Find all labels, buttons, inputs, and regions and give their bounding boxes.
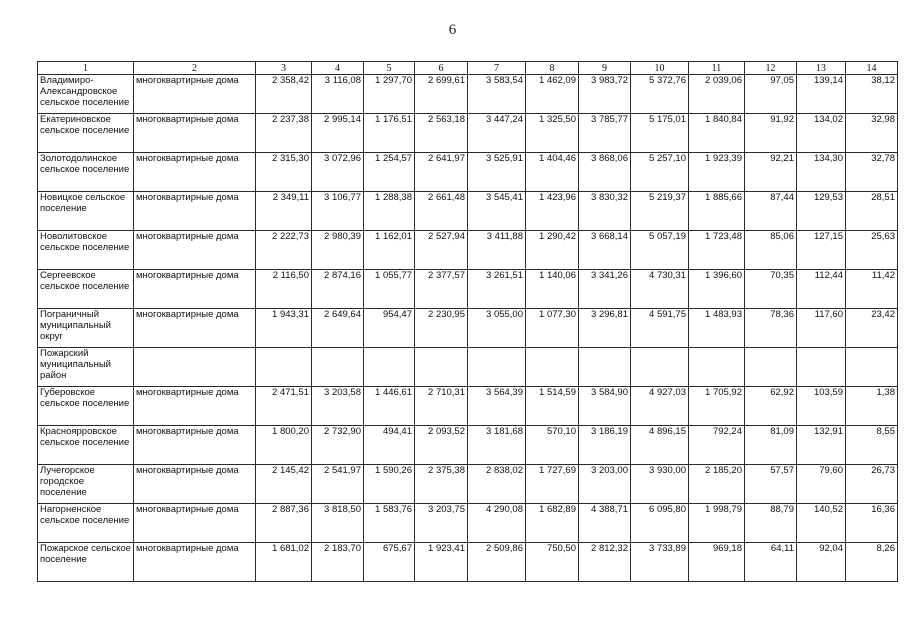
value-cell: 3 818,50 <box>312 504 364 543</box>
value-cell: 4 388,71 <box>579 504 631 543</box>
value-cell: 2 093,52 <box>415 426 468 465</box>
value-cell: 117,60 <box>797 309 846 348</box>
value-cell: 57,57 <box>745 465 797 504</box>
value-cell: 4 896,15 <box>631 426 689 465</box>
municipality-name: Нагорненское сельское поселение <box>38 504 134 543</box>
value-cell: 1 055,77 <box>364 270 415 309</box>
value-cell: 70,35 <box>745 270 797 309</box>
municipality-name: Золотодолинское сельское поселение <box>38 153 134 192</box>
value-cell: 78,36 <box>745 309 797 348</box>
municipality-name: Красноярровское сельское поселение <box>38 426 134 465</box>
value-cell: 1 590,26 <box>364 465 415 504</box>
value-cell: 1 800,20 <box>256 426 312 465</box>
value-cell: 2 649,64 <box>312 309 364 348</box>
value-cell: 3 411,88 <box>468 231 526 270</box>
table-row <box>38 426 898 465</box>
value-cell: 25,63 <box>846 231 898 270</box>
value-cell: 11,42 <box>846 270 898 309</box>
value-cell: 97,05 <box>745 75 797 114</box>
value-cell: 134,02 <box>797 114 846 153</box>
value-cell: 32,78 <box>846 153 898 192</box>
column-header: 7 <box>468 62 526 75</box>
value-cell: 4 927,03 <box>631 387 689 426</box>
value-cell: 2 349,11 <box>256 192 312 231</box>
housing-type: многоквартирные дома <box>134 543 256 582</box>
housing-type: многоквартирные дома <box>134 309 256 348</box>
value-cell: 1 290,42 <box>526 231 579 270</box>
value-cell: 675,67 <box>364 543 415 582</box>
value-cell: 3 545,41 <box>468 192 526 231</box>
value-cell: 4 591,75 <box>631 309 689 348</box>
housing-type: многоквартирные дома <box>134 231 256 270</box>
value-cell <box>312 348 364 387</box>
value-cell: 2 222,73 <box>256 231 312 270</box>
value-cell: 132,91 <box>797 426 846 465</box>
value-cell: 103,59 <box>797 387 846 426</box>
value-cell: 2 375,38 <box>415 465 468 504</box>
table-row <box>38 153 898 192</box>
value-cell: 1 682,89 <box>526 504 579 543</box>
column-header: 14 <box>846 62 898 75</box>
value-cell: 6 095,80 <box>631 504 689 543</box>
column-header: 11 <box>689 62 745 75</box>
table-row <box>38 348 898 387</box>
value-cell: 3 186,19 <box>579 426 631 465</box>
value-cell: 112,44 <box>797 270 846 309</box>
value-cell: 1 923,39 <box>689 153 745 192</box>
value-cell: 3 930,00 <box>631 465 689 504</box>
value-cell: 1 077,30 <box>526 309 579 348</box>
value-cell: 3 341,26 <box>579 270 631 309</box>
value-cell: 2 995,14 <box>312 114 364 153</box>
value-cell: 1,38 <box>846 387 898 426</box>
value-cell: 570,10 <box>526 426 579 465</box>
value-cell <box>846 348 898 387</box>
value-cell <box>579 348 631 387</box>
value-cell: 3 983,72 <box>579 75 631 114</box>
municipality-name: Пограничный муниципальный округ <box>38 309 134 348</box>
value-cell <box>745 348 797 387</box>
value-cell: 139,14 <box>797 75 846 114</box>
value-cell: 5 175,01 <box>631 114 689 153</box>
value-cell <box>631 348 689 387</box>
column-header: 5 <box>364 62 415 75</box>
header-row <box>38 62 898 75</box>
value-cell: 4 290,08 <box>468 504 526 543</box>
table-row <box>38 504 898 543</box>
value-cell: 1 727,69 <box>526 465 579 504</box>
value-cell: 2 116,50 <box>256 270 312 309</box>
value-cell: 3 055,00 <box>468 309 526 348</box>
value-cell: 3 181,68 <box>468 426 526 465</box>
value-cell: 2 039,06 <box>689 75 745 114</box>
value-cell: 2 315,30 <box>256 153 312 192</box>
value-cell: 1 483,93 <box>689 309 745 348</box>
value-cell: 969,18 <box>689 543 745 582</box>
value-cell: 2 563,18 <box>415 114 468 153</box>
value-cell: 3 785,77 <box>579 114 631 153</box>
value-cell: 91,92 <box>745 114 797 153</box>
column-header: 1 <box>38 62 134 75</box>
value-cell: 92,04 <box>797 543 846 582</box>
municipality-name: Владимиро-Александровское сельское поселение <box>38 75 134 114</box>
municipality-name: Новицкое сельское поселение <box>38 192 134 231</box>
value-cell: 2 377,57 <box>415 270 468 309</box>
value-cell: 3 203,75 <box>415 504 468 543</box>
value-cell: 3 261,51 <box>468 270 526 309</box>
value-cell: 88,79 <box>745 504 797 543</box>
table-row <box>38 387 898 426</box>
value-cell: 8,26 <box>846 543 898 582</box>
table-row <box>38 309 898 348</box>
value-cell: 92,21 <box>745 153 797 192</box>
housing-type: многоквартирные дома <box>134 75 256 114</box>
municipality-name: Новолитовское сельское поселение <box>38 231 134 270</box>
value-cell: 2 358,42 <box>256 75 312 114</box>
housing-type: многоквартирные дома <box>134 426 256 465</box>
housing-type <box>134 348 256 387</box>
value-cell: 1 325,50 <box>526 114 579 153</box>
page-number: 6 <box>448 22 457 38</box>
value-cell: 8,55 <box>846 426 898 465</box>
value-cell: 3 868,06 <box>579 153 631 192</box>
column-header: 3 <box>256 62 312 75</box>
value-cell: 3 583,54 <box>468 75 526 114</box>
value-cell: 140,52 <box>797 504 846 543</box>
value-cell: 1 583,76 <box>364 504 415 543</box>
value-cell: 5 257,10 <box>631 153 689 192</box>
value-cell: 2 509,86 <box>468 543 526 582</box>
value-cell <box>797 348 846 387</box>
value-cell: 26,73 <box>846 465 898 504</box>
value-cell: 81,09 <box>745 426 797 465</box>
value-cell: 2 183,70 <box>312 543 364 582</box>
value-cell: 1 162,01 <box>364 231 415 270</box>
value-cell: 2 641,97 <box>415 153 468 192</box>
table-body <box>38 75 898 582</box>
housing-type: многоквартирные дома <box>134 270 256 309</box>
table-row <box>38 543 898 582</box>
value-cell: 1 840,84 <box>689 114 745 153</box>
municipality-name: Лучегорское городское поселение <box>38 465 134 504</box>
value-cell <box>415 348 468 387</box>
value-cell: 954,47 <box>364 309 415 348</box>
value-cell: 1 998,79 <box>689 504 745 543</box>
value-cell: 1 254,57 <box>364 153 415 192</box>
value-cell: 16,36 <box>846 504 898 543</box>
column-header: 2 <box>134 62 256 75</box>
value-cell: 23,42 <box>846 309 898 348</box>
table-row <box>38 231 898 270</box>
value-cell: 1 943,31 <box>256 309 312 348</box>
tariff-table <box>37 61 898 582</box>
housing-type: многоквартирные дома <box>134 114 256 153</box>
value-cell: 2 710,31 <box>415 387 468 426</box>
value-cell: 2 838,02 <box>468 465 526 504</box>
column-header: 4 <box>312 62 364 75</box>
housing-type: многоквартирные дома <box>134 192 256 231</box>
column-header: 8 <box>526 62 579 75</box>
value-cell: 3 296,81 <box>579 309 631 348</box>
value-cell: 1 923,41 <box>415 543 468 582</box>
value-cell: 134,30 <box>797 153 846 192</box>
value-cell: 28,51 <box>846 192 898 231</box>
value-cell <box>526 348 579 387</box>
value-cell: 3 733,89 <box>631 543 689 582</box>
value-cell: 2 874,16 <box>312 270 364 309</box>
housing-type: многоквартирные дома <box>134 504 256 543</box>
value-cell: 1 297,70 <box>364 75 415 114</box>
table-row <box>38 192 898 231</box>
value-cell: 87,44 <box>745 192 797 231</box>
value-cell: 3 668,14 <box>579 231 631 270</box>
value-cell: 62,92 <box>745 387 797 426</box>
value-cell: 1 423,96 <box>526 192 579 231</box>
value-cell: 3 447,24 <box>468 114 526 153</box>
column-header: 6 <box>415 62 468 75</box>
value-cell: 1 885,66 <box>689 192 745 231</box>
value-cell: 129,53 <box>797 192 846 231</box>
value-cell: 1 462,09 <box>526 75 579 114</box>
value-cell: 5 372,76 <box>631 75 689 114</box>
value-cell: 4 730,31 <box>631 270 689 309</box>
value-cell: 5 219,37 <box>631 192 689 231</box>
value-cell: 1 681,02 <box>256 543 312 582</box>
value-cell: 1 404,46 <box>526 153 579 192</box>
table-row <box>38 114 898 153</box>
value-cell: 2 732,90 <box>312 426 364 465</box>
table-row <box>38 75 898 114</box>
value-cell: 1 140,06 <box>526 270 579 309</box>
housing-type: многоквартирные дома <box>134 387 256 426</box>
municipality-name: Екатериновское сельское поселение <box>38 114 134 153</box>
column-header: 9 <box>579 62 631 75</box>
value-cell <box>364 348 415 387</box>
value-cell: 1 396,60 <box>689 270 745 309</box>
value-cell: 750,50 <box>526 543 579 582</box>
value-cell: 3 564,39 <box>468 387 526 426</box>
value-cell: 2 527,94 <box>415 231 468 270</box>
column-header: 10 <box>631 62 689 75</box>
value-cell: 792,24 <box>689 426 745 465</box>
value-cell: 32,98 <box>846 114 898 153</box>
municipality-name: Пожарский муниципальный район <box>38 348 134 387</box>
value-cell: 1 705,92 <box>689 387 745 426</box>
value-cell: 1 176,51 <box>364 114 415 153</box>
value-cell: 85,06 <box>745 231 797 270</box>
table-row <box>38 270 898 309</box>
column-header: 12 <box>745 62 797 75</box>
value-cell: 1 723,48 <box>689 231 745 270</box>
value-cell <box>689 348 745 387</box>
value-cell: 5 057,19 <box>631 231 689 270</box>
value-cell: 2 237,38 <box>256 114 312 153</box>
column-header: 13 <box>797 62 846 75</box>
value-cell: 494,41 <box>364 426 415 465</box>
value-cell <box>256 348 312 387</box>
value-cell: 2 661,48 <box>415 192 468 231</box>
table-row <box>38 465 898 504</box>
value-cell <box>468 348 526 387</box>
value-cell: 79,60 <box>797 465 846 504</box>
value-cell: 1 288,38 <box>364 192 415 231</box>
municipality-name: Сергеевское сельское поселение <box>38 270 134 309</box>
municipality-name: Губеровское сельское поселение <box>38 387 134 426</box>
value-cell: 38,12 <box>846 75 898 114</box>
value-cell: 2 887,36 <box>256 504 312 543</box>
value-cell: 3 116,08 <box>312 75 364 114</box>
housing-type: многоквартирные дома <box>134 465 256 504</box>
value-cell: 64,11 <box>745 543 797 582</box>
value-cell: 2 471,51 <box>256 387 312 426</box>
value-cell: 2 980,39 <box>312 231 364 270</box>
value-cell: 1 446,61 <box>364 387 415 426</box>
value-cell: 3 830,32 <box>579 192 631 231</box>
value-cell: 3 525,91 <box>468 153 526 192</box>
municipality-name: Пожарское сельское поселение <box>38 543 134 582</box>
value-cell: 2 145,42 <box>256 465 312 504</box>
value-cell: 2 185,20 <box>689 465 745 504</box>
value-cell: 2 230,95 <box>415 309 468 348</box>
value-cell: 3 203,00 <box>579 465 631 504</box>
value-cell: 2 541,97 <box>312 465 364 504</box>
value-cell: 3 106,77 <box>312 192 364 231</box>
value-cell: 1 514,59 <box>526 387 579 426</box>
value-cell: 3 072,96 <box>312 153 364 192</box>
housing-type: многоквартирные дома <box>134 153 256 192</box>
value-cell: 2 699,61 <box>415 75 468 114</box>
value-cell: 3 203,58 <box>312 387 364 426</box>
value-cell: 2 812,32 <box>579 543 631 582</box>
value-cell: 127,15 <box>797 231 846 270</box>
value-cell: 3 584,90 <box>579 387 631 426</box>
